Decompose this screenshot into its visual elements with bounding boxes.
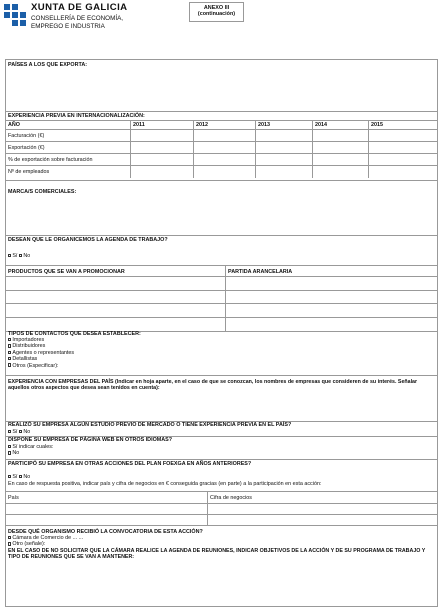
- otro-label: Otro (señale):: [12, 541, 46, 548]
- cifra-column-header: Cifra de negocios: [210, 495, 252, 501]
- objetivos-text: EN EL CASO DE NO SOLICITAR QUE LA CÁMARA REALICE LA AGENDA DE REUNIONES, INDICAR OBJETIVOS DE LA ACCIÓN Y DE SU PROGRAMA DE TRABAJO Y TIPO DE REUNIONES QUE SE VAN A MANTENER:: [8, 548, 426, 561]
- exp-col-2014: 2014: [315, 122, 327, 128]
- importadores-label: Importadores: [12, 337, 45, 343]
- distribuidores-label: Distribuidores: [12, 343, 46, 350]
- paises-label: PAÍSES A LOS QUE EXPORTA:: [8, 62, 88, 68]
- agentes-label: Agentes o representantes: [12, 349, 75, 356]
- estudio-si-checkbox[interactable]: [8, 430, 11, 433]
- org-department: [31, 15, 123, 30]
- annex-box: [189, 2, 244, 22]
- web-no-checkbox[interactable]: [8, 451, 11, 454]
- exp-row-exportacion: Exportación (€): [8, 145, 45, 151]
- foexga-si-label: Sí: [12, 474, 18, 480]
- exp-empresas-text: EXPERIENCIA CON EMPRESAS DEL PAÍS (Indicar en hoja aparte, en el caso de que se conozcan, los nombres de empresas que consideren de su interés. Señalar aquellos otros aspectos que desea sean tenidos en cuenta):: [8, 379, 418, 392]
- otro-checkbox[interactable]: [8, 542, 11, 545]
- agenda-no-checkbox[interactable]: [19, 254, 22, 257]
- web-question: DISPONE SU EMPRESA DE PÁGINA WEB EN OTROS IDIOMAS?: [8, 437, 173, 443]
- web-si-checkbox[interactable]: [8, 445, 11, 448]
- agentes-checkbox[interactable]: [8, 351, 11, 354]
- estudio-question: REALIZÓ SU EMPRESA ALGÚN ESTUDIO PREVIO DE MERCADO O TIENE EXPERIENCIA PREVIA EN EL PAÍS?: [8, 422, 292, 428]
- experience-table: [5, 120, 438, 180]
- tipo-otros: [8, 363, 74, 369]
- estudio-no-label: No: [23, 429, 31, 435]
- annex-subtitle: (continuación): [197, 11, 236, 18]
- tipos-list: [8, 337, 74, 369]
- distribuidores-checkbox[interactable]: [8, 344, 11, 347]
- exp-col-2012: 2012: [196, 122, 208, 128]
- agenda-si-checkbox[interactable]: [8, 254, 11, 257]
- agenda-si-label: Sí: [12, 253, 18, 259]
- org-name: XUNTA DE GALICIA: [31, 2, 128, 13]
- web-si-label: Sí indicar cuales:: [12, 444, 54, 450]
- marcas-label: MARCA/S COMERCIALES:: [8, 189, 77, 195]
- exp-col-2015: 2015: [371, 122, 383, 128]
- org-department-line2: EMPREGO E INDUSTRIA: [31, 22, 105, 30]
- foexga-no-checkbox[interactable]: [19, 475, 22, 478]
- estudio-no-checkbox[interactable]: [19, 430, 22, 433]
- productos-label: PRODUCTOS QUE SE VAN A PROMOCIONAR: [8, 269, 125, 275]
- camara-label: Cámara de Comercio de ... ...: [12, 535, 84, 541]
- exp-col-2011: 2011: [133, 122, 145, 128]
- org-department-line1: CONSELLERÍA DE ECONOMÍA,: [31, 15, 124, 22]
- agenda-options: [8, 253, 30, 259]
- camara-checkbox[interactable]: [8, 536, 11, 539]
- estudio-options: [8, 429, 30, 435]
- exp-row-empleados: Nº de empleados: [8, 169, 50, 175]
- exp-row-facturacion: Facturación (€): [8, 133, 45, 139]
- exp-col-year: AÑO: [8, 122, 20, 128]
- organismo-question: DESDE QUÉ ORGANISMO RECIBIÓ LA CONVOCATORIA DE ESTA ACCIÓN?: [8, 529, 203, 535]
- exp-col-2013: 2013: [258, 122, 270, 128]
- tipos-label: TIPOS DE CONTACTOS QUE DESEA ESTABLECER:: [8, 331, 141, 337]
- foexga-si-checkbox[interactable]: [8, 475, 11, 478]
- organismo-options: [8, 535, 83, 548]
- foexga-question: PARTICIPÓ SU EMPRESA EN OTRAS ACCIONES DEL PLAN FOEXGA EN AÑOS ANTERIORES?: [8, 461, 252, 467]
- otros-checkbox[interactable]: [8, 363, 11, 366]
- partida-label: PARTIDA ARANCELARIA: [228, 269, 293, 275]
- agenda-no-label: No: [23, 253, 31, 259]
- experiencia-label: EXPERIENCIA PREVIA EN INTERNACIONALIZACIÓN:: [8, 113, 145, 119]
- web-no-option: [8, 450, 53, 456]
- organismo-otro-option: [8, 541, 83, 547]
- foexga-options: [8, 474, 30, 480]
- web-no-label: No: [12, 450, 20, 457]
- annex-title: ANEXO III: [203, 5, 230, 11]
- xunta-logo-icon: [3, 3, 27, 29]
- otros-label: Otros (Especificar):: [12, 362, 59, 369]
- foexga-no-label: No: [23, 474, 31, 480]
- web-options: [8, 444, 53, 457]
- pais-column-header: País: [8, 495, 19, 501]
- detallistas-checkbox[interactable]: [8, 357, 11, 360]
- estudio-si-label: Sí: [12, 429, 18, 435]
- importadores-checkbox[interactable]: [8, 338, 11, 341]
- exp-row-porcentaje: % de exportación sobre facturación: [8, 157, 93, 163]
- agenda-question: DESEAN QUE LE ORGANICEMOS LA AGENDA DE TRABAJO?: [8, 237, 168, 243]
- foexga-description: En caso de respuesta positiva, indicar país y cifra de negocios en € conseguida gracias (en parte) a la participación en esta acción:: [8, 481, 322, 487]
- detallistas-label: Detallistas: [12, 356, 38, 363]
